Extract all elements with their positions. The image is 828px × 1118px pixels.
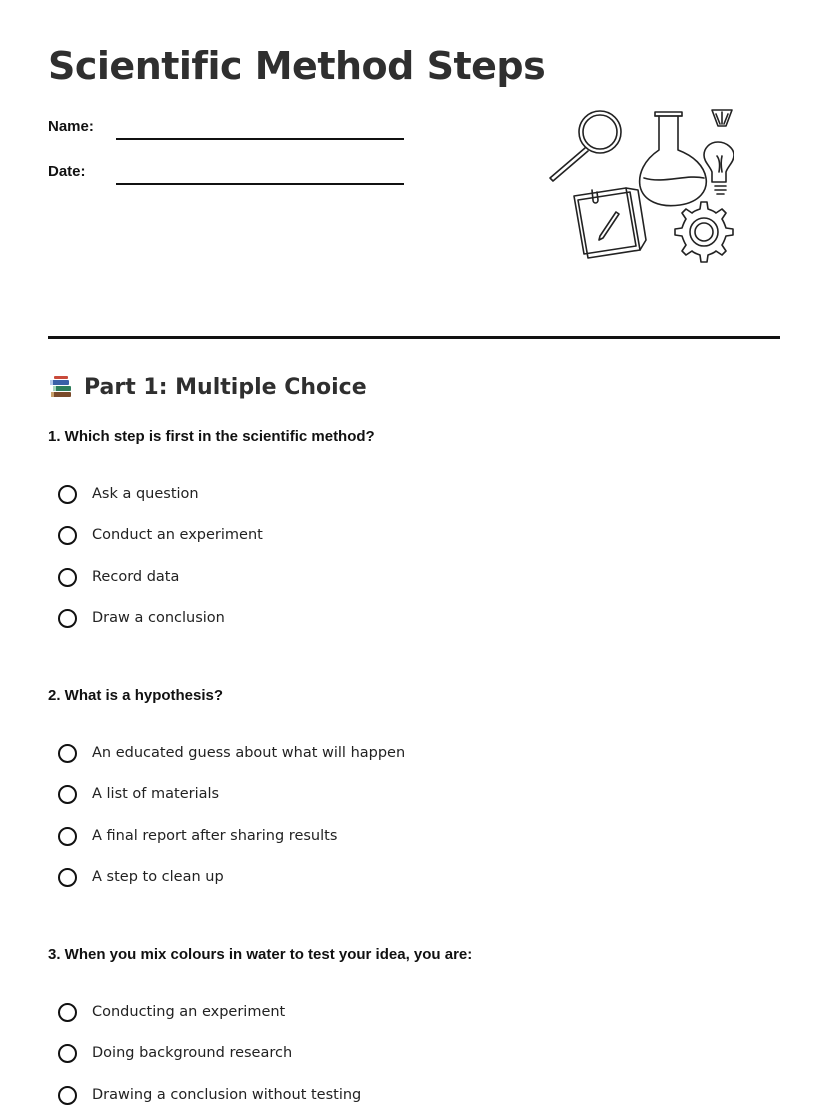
question-text: 2. What is a hypothesis?: [48, 687, 224, 704]
option-label: A list of materials: [92, 786, 220, 802]
radio-button[interactable]: [58, 1086, 77, 1105]
radio-button[interactable]: [58, 827, 77, 846]
name-input-line[interactable]: [116, 138, 404, 140]
option-label: A final report after sharing results: [92, 828, 338, 844]
radio-button[interactable]: [58, 1044, 77, 1063]
answer-option[interactable]: [58, 824, 337, 848]
question-text: 1. Which step is first in the scientific method?: [48, 428, 375, 445]
radio-button[interactable]: [58, 1003, 77, 1022]
radio-button[interactable]: [58, 485, 77, 504]
answer-option[interactable]: [58, 1041, 292, 1065]
option-label: Drawing a conclusion without testing: [92, 1087, 362, 1103]
question-text: 3. When you mix colours in water to test your idea, you are:: [48, 946, 473, 963]
radio-button[interactable]: [58, 868, 77, 887]
radio-button[interactable]: [58, 785, 77, 804]
answer-option[interactable]: [58, 523, 263, 547]
option-label: Conduct an experiment: [92, 527, 263, 543]
answer-option[interactable]: [58, 565, 179, 589]
option-label: Ask a question: [92, 486, 199, 502]
radio-button[interactable]: [58, 609, 77, 628]
answer-option[interactable]: [58, 1000, 285, 1024]
radio-button[interactable]: [58, 526, 77, 545]
answer-option[interactable]: [58, 606, 225, 630]
option-label: Record data: [92, 569, 180, 585]
date-input-line[interactable]: [116, 183, 404, 185]
answer-option[interactable]: [58, 865, 224, 889]
option-label: Doing background research: [92, 1045, 293, 1061]
section-heading: [48, 374, 367, 400]
answer-option[interactable]: [58, 482, 199, 506]
notebook-pencil-icon: [574, 188, 646, 258]
section-title: Part 1: Multiple Choice: [84, 374, 367, 400]
option-label: Draw a conclusion: [92, 610, 225, 626]
option-label: A step to clean up: [92, 869, 224, 885]
lightbulb-icon: [704, 110, 734, 194]
books-icon: [48, 374, 74, 400]
radio-button[interactable]: [58, 744, 77, 763]
page-title: Scientific Method Steps: [48, 44, 546, 88]
answer-option[interactable]: [58, 741, 405, 765]
magnifying-glass-icon: [550, 111, 621, 181]
answer-option[interactable]: [58, 1083, 361, 1107]
option-label: Conducting an experiment: [92, 1004, 286, 1020]
gear-icon: [675, 202, 733, 262]
date-label: Date:: [48, 163, 86, 180]
science-illustration: [544, 104, 734, 264]
name-label: Name:: [48, 118, 94, 135]
flask-icon: [640, 112, 707, 206]
answer-option[interactable]: [58, 782, 219, 806]
option-label: An educated guess about what will happen: [92, 745, 406, 761]
radio-button[interactable]: [58, 568, 77, 587]
section-divider: [48, 336, 780, 339]
